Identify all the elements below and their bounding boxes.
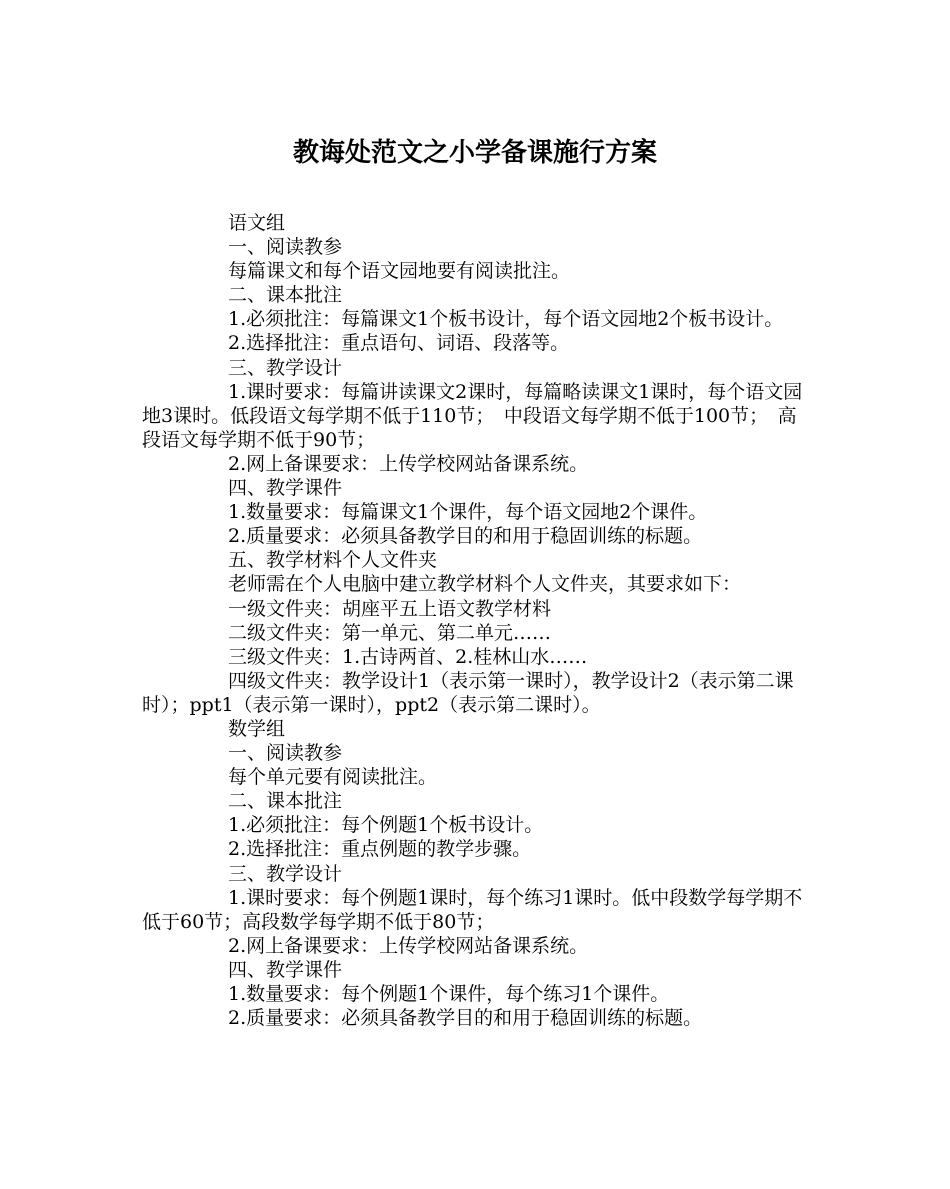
document-paragraph: 1.数量要求：每篇课文1个课件，每个语文园地2个课件。 [228, 501, 708, 524]
document-paragraph: 语文组 [228, 212, 286, 234]
document-paragraph: 1.课时要求：每个例题1课时，每个练习1课时。低中段数学每学期不低于60节；高段数学每学期不低于80节； [142, 886, 803, 933]
document-paragraph: 2.选择批注：重点例题的教学步骤。 [228, 838, 532, 861]
document-paragraph: 2.选择批注：重点语句、词语、段落等。 [228, 332, 570, 355]
document-paragraph: 三、教学设计 [228, 356, 343, 379]
document-paragraph: 数学组 [228, 717, 286, 740]
document-paragraph: 2.质量要求：必须具备教学目的和用于稳固训练的标题。 [228, 525, 703, 548]
document-paragraph: 二、课本批注 [228, 790, 343, 813]
document-title: 教诲处范文之小学备课施行方案 [292, 138, 657, 168]
document-paragraph: 一、阅读教参 [228, 236, 343, 259]
document-paragraph: 一级文件夹：胡座平五上语文教学材料 [228, 597, 552, 620]
document-paragraph: 三级文件夹：1.古诗两首、2.桂林山水…… [228, 645, 588, 668]
document-paragraph: 1.必须批注：每篇课文1个板书设计，每个语文园地2个板书设计。 [228, 308, 784, 331]
document-paragraph: 一、阅读教参 [228, 742, 343, 765]
document-paragraph: 2.网上备课要求：上传学校网站备课系统。 [228, 452, 589, 475]
document-paragraph: 1.课时要求：每篇讲读课文2课时，每篇略读课文1课时，每个语文园地3课时。低段语文每学期不低于110节； 中段语文每学期不低于100节； 高段语文每学期不低于90节； [142, 380, 803, 451]
document-paragraph: 四、教学课件 [228, 477, 343, 500]
document-paragraph: 2.网上备课要求：上传学校网站备课系统。 [228, 934, 589, 957]
document-body [142, 211, 812, 1030]
document-paragraph: 四、教学课件 [228, 958, 343, 981]
document-paragraph: 每篇课文和每个语文园地要有阅读批注。 [228, 260, 571, 283]
document-paragraph: 三、教学设计 [228, 862, 343, 885]
document-paragraph: 1.数量要求：每个例题1个课件，每个练习1个课件。 [228, 983, 670, 1005]
document-paragraph: 每个单元要有阅读批注。 [228, 766, 438, 789]
document-paragraph: 1.必须批注：每个例题1个板书设计。 [228, 814, 544, 837]
document-paragraph: 四级文件夹：教学设计1（表示第一课时），教学设计2（表示第二课时）；ppt1（表示第一课时），ppt2（表示第二课时）。 [142, 669, 794, 716]
document-paragraph: 二、课本批注 [228, 284, 343, 307]
document-paragraph: 二级文件夹：第一单元、第二单元…… [228, 621, 552, 644]
document-paragraph: 2.质量要求：必须具备教学目的和用于稳固训练的标题。 [228, 1007, 703, 1030]
document-paragraph: 五、教学材料个人文件夹 [228, 549, 438, 572]
document-paragraph: 老师需在个人电脑中建立教学材料个人文件夹，其要求如下： [228, 573, 742, 596]
